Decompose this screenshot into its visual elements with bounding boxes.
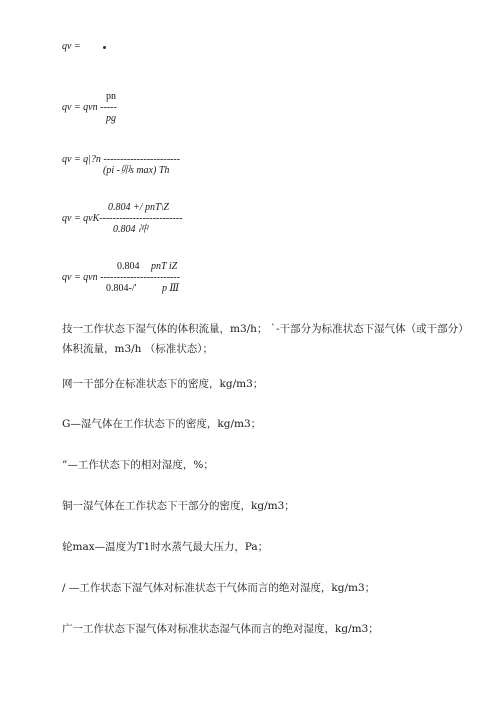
definition-4: 铜一湿气体在工作状态下干部分的密度，kg/m3； <box>62 500 295 512</box>
definition-5: 轮max—温度为T1时水蒸气最大压力，Pa； <box>62 541 269 553</box>
formula-3-lhs: qv = q|?n ----------------------- <box>62 154 181 165</box>
definition-6: / —工作状态下湿气体对标准状态干气体而言的绝对湿度，kg/m3； <box>62 582 376 594</box>
formula-2-denominator: pg <box>106 113 116 124</box>
definition-7: 广一工作状态下湿气体对标准状态湿气体而言的绝对湿度，kg/m3； <box>62 623 379 635</box>
formula-4-lhs: qv = qvK------------------------- <box>62 213 183 224</box>
formula-4-denominator: 0.804 冲 <box>113 224 148 235</box>
formula-5-numerator-b: pnT iZ <box>151 261 178 272</box>
formula-3-denominator: (pi -卯s max) Th <box>103 165 170 176</box>
formula-4-numerator: 0.804 +/ pnT\Z <box>108 202 169 213</box>
formula-5-numerator-a: 0.804 <box>117 261 140 272</box>
formula-5-lhs: qv = qvn ------------------------ <box>62 272 181 283</box>
formula-1-lhs: qv = <box>62 41 81 52</box>
formula-5-denominator-a: 0.804-/' <box>106 283 137 294</box>
formula-2-lhs: qv = qvn ----- <box>62 102 117 113</box>
definition-1: 网一干部分在标准状态下的密度，kg/m3； <box>62 378 264 390</box>
formula-5-denominator-b: p Ⅲ <box>162 283 180 294</box>
definition-0: 技一工作状态下湿气体的体积流量，m3/h； `-干部分为标准状态下湿气体（或干部分）体积流量，m3/h （标准状态）； <box>62 323 469 355</box>
definition-2: G—湿气体在工作状态下的密度，kg/m3； <box>62 418 262 430</box>
definition-3: ”—工作状态下的相对湿度，%； <box>62 459 214 471</box>
formula-1-dot <box>103 46 106 49</box>
formula-2-numerator: pn <box>106 91 116 102</box>
